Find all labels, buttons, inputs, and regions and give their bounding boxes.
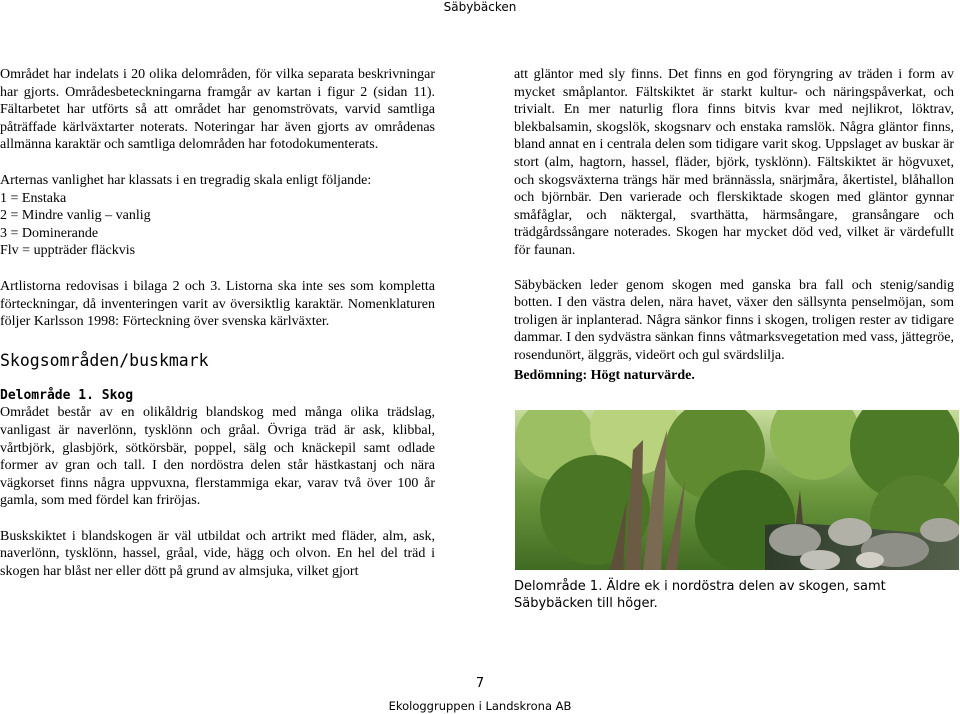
area1-paragraph-1: Området består av en olikåldrig blandskog med många olika trädslag, vanligast är naverlönn, tysklönn och gråal. Övriga träd är ask, klibbal, vårtbjörk, glasbjörk, sötkörsbär, poppel, sälg och knäckepil samt odlade former av gran och tall. I den nordöstra delen står hästkastanj och nära vägkorset finns några uppvuxna, flerstammiga ekar, varav två över 100 år gamla, som med fördel kan friröjas. xyxy=(0,405,435,509)
scale-item-3: 3 = Dominerande xyxy=(0,225,99,241)
running-title: Säbybäcken xyxy=(443,0,517,14)
scale-list xyxy=(0,190,435,260)
area1-paragraph-2: Buskskiktet i blandskogen är väl utbildat och artrikt med fläder, alm, ask, naverlönn, tysklönn, hassel, gråal, vide, hägg och olvon. En hel del träd i skogen har blåst ner eller dött på grund av almsjuka, vilket gjort xyxy=(0,528,435,580)
species-paragraph: Artlistorna redovisas i bilaga 2 och 3. Listorna ska inte ses som kompletta förteckningar, då inventeringen varit av översiktlig karaktär. Nomenklaturen följer Karlsson 1998: Förteckning över svenska kärlväxter. xyxy=(0,278,435,330)
scale-item-2: 2 = Mindre vanlig – vanlig xyxy=(0,208,151,224)
intro-paragraph: Området har indelats i 20 olika delområden, för vilka separata beskrivningar har gjorts. Områdesbeteckningarna framgår av kartan i figur 2 (sidan 11). Fältarbetet har utförts så att området har genomströvats, varvid samtliga påträffade kärlväxtarter noterats. Noteringar har även gjorts av områdenas allmänna karaktär och samtliga delområden har fotodokumenterats. xyxy=(0,67,435,153)
continued-paragraph: att gläntor med sly finns. Det finns en god föryngring av träden i form av mycket småplantor. Fältskiktet är starkt kultur- och näringspåverkat, och trivialt. En mer naturlig flora finns bitvis kvar med nejlikrot, löktrav, blekbalsamin, skogslök, skogsnarv och enstaka ramslök. Några gläntor finns, bland annat en i centrala delen som tidigare varit skog. Uppslaget av buskar är stort (alm, hagtorn, hassel, fläder, björk, tysklönn). Fältskiktet är högvuxet, och skogsväxterna trängs här med brännässla, snärjmåra, åkertistel, blåhallon och björnbär. Den varierade och flerskiktade skogen med gläntor gynnar småfåglar, och näktergal, svarthätta, härmsångare, gransångare och trädgårdssångare noterades. Skogen har mycket död ved, vilket är värdefullt för faunan. xyxy=(514,67,954,258)
section-heading: Skogsområden/buskmark xyxy=(0,350,209,370)
forest-photo xyxy=(515,410,959,570)
scale-item-flv: Flv = uppträder fläckvis xyxy=(0,243,136,259)
left-column xyxy=(0,66,435,581)
footer-company: Ekologgruppen i Landskrona AB xyxy=(388,699,572,713)
assessment: Bedömning: Högt naturvärde. xyxy=(514,367,695,383)
photo-caption: Delområde 1. Äldre ek i nordöstra delen av skogen, samt Säbybäcken till höger. xyxy=(514,579,886,611)
stream-paragraph: Säbybäcken leder genom skogen med ganska bra fall och stenig/sandig botten. I den västra delen, nära havet, växer den sällsynta penselmöjan, som troligen är inplanterad. Några sänkor finns i skogen, troligen rester av tidigare dammar. I den sydvästra sänkan finns våtmarksvegetation med vass, jättegröe, rosendunört, älggräs, videört och gul svärdslilja. xyxy=(514,277,954,363)
scale-intro: Arternas vanlighet har klassats i en tregradig skala enligt följande: xyxy=(0,172,372,188)
page-number: 7 xyxy=(475,676,485,691)
subsection-heading: Delområde 1. Skog xyxy=(0,387,134,403)
scale-item-1: 1 = Enstaka xyxy=(0,190,67,206)
right-column xyxy=(514,66,954,384)
